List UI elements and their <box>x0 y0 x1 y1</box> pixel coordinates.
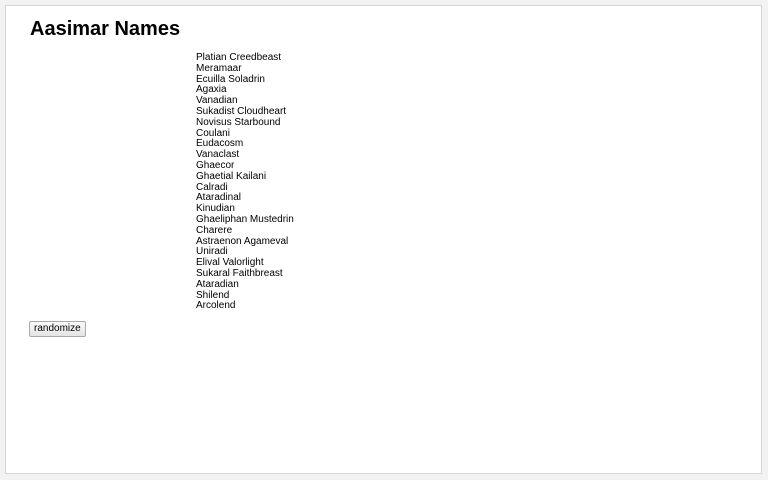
name-list-item: Ghaetial Kailani <box>196 170 267 182</box>
name-list-item: Agaxia <box>196 84 227 96</box>
names-list <box>196 53 294 312</box>
name-list-item: Sukaral Faithbreast <box>196 267 283 279</box>
name-list-item: Shilend <box>196 289 230 301</box>
name-list-item: Coulani <box>196 127 230 139</box>
name-list-item: Vanadian <box>196 95 238 107</box>
name-list-item: Platian Creedbeast <box>196 52 282 63</box>
name-list-item: Ghaeliphan Mustedrin <box>196 213 294 225</box>
page-container <box>5 5 762 474</box>
name-list-item: Arcolend <box>196 300 236 312</box>
name-list-item: Charere <box>196 224 233 236</box>
name-list-item: Ataradinal <box>196 192 242 204</box>
name-list-item: Ecuilla Soladrin <box>196 73 265 85</box>
name-list-item: Ghaecor <box>196 159 235 171</box>
name-list-item: Calradi <box>196 181 228 193</box>
name-list-item: Elival Valorlight <box>196 257 264 269</box>
name-list-item: Kinudian <box>196 203 235 215</box>
name-list-item: Ataradian <box>196 278 239 290</box>
name-list-item: Meramaar <box>196 62 242 74</box>
page-title: Aasimar Names <box>30 18 181 40</box>
name-list-item: Eudacosm <box>196 138 244 150</box>
name-list-item: Vanaclast <box>196 149 240 161</box>
randomize-button[interactable]: randomize <box>29 321 86 337</box>
name-list-item: Astraenon Agameval <box>196 235 289 247</box>
name-list-item: Sukadist Cloudheart <box>196 105 287 117</box>
name-list-item: Novisus Starbound <box>196 116 281 128</box>
name-list-item: Uniradi <box>196 246 228 258</box>
